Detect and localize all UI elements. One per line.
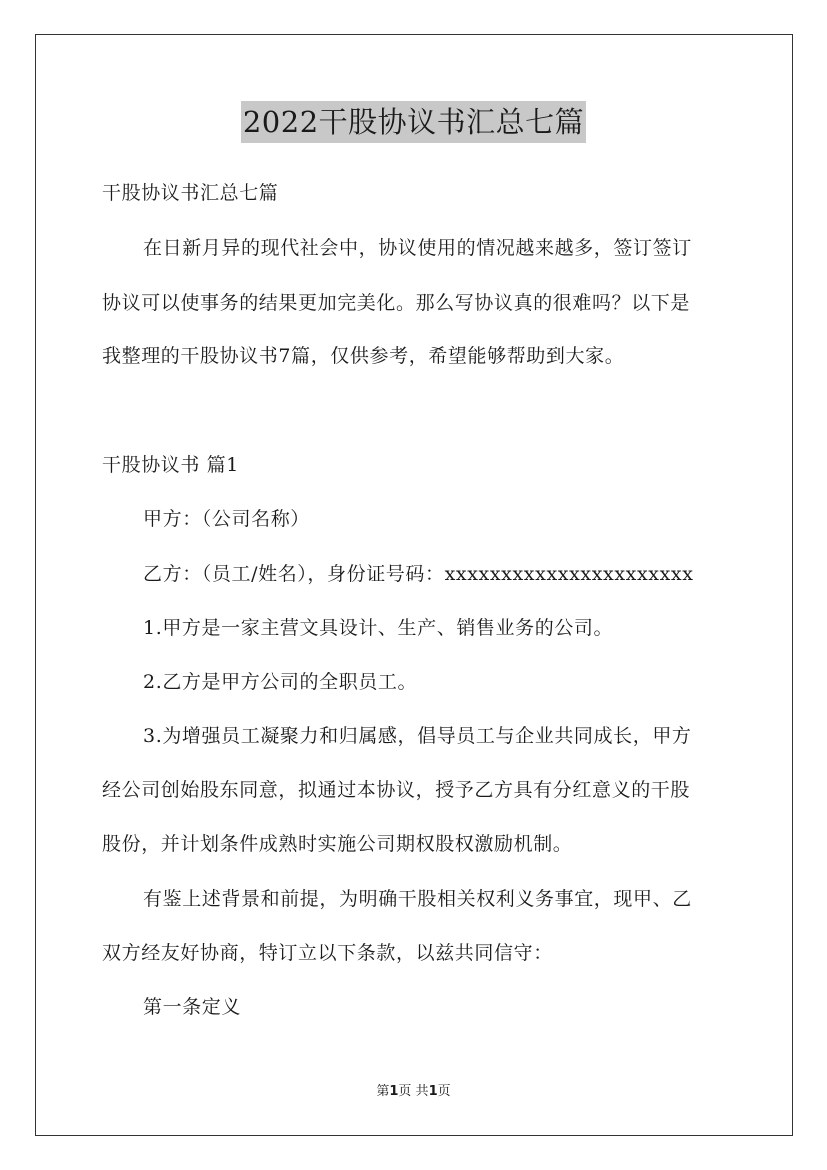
item-2: 2.乙方是甲方公司的全职员工。 xyxy=(143,671,418,693)
intro-line-2: 协议可以使事务的结果更加完美化。那么写协议真的很难吗？以下是 xyxy=(102,292,691,314)
footer-page-prefix: 第 xyxy=(376,1084,390,1099)
page-footer xyxy=(0,1083,827,1101)
item-3-line-1: 3.为增强员工凝聚力和归属感，倡导员工与企业共同成长，甲方 xyxy=(143,725,692,747)
footer-page-suffix: 页 xyxy=(437,1084,451,1099)
party-b: 乙方：（员工/姓名），身份证号码：xxxxxxxxxxxxxxxxxxxxxx xyxy=(143,563,694,585)
preamble-line-1: 有鉴上述背景和前提，为明确干股相关权利义务事宜，现甲、乙 xyxy=(143,888,692,910)
section-heading: 干股协议书 篇1 xyxy=(102,454,239,476)
footer-page-mid: 页 共 xyxy=(398,1084,429,1099)
footer-page-total: 1 xyxy=(428,1084,438,1099)
intro-line-1: 在日新月异的现代社会中，协议使用的情况越来越多，签订签订 xyxy=(143,237,692,259)
document-subtitle: 干股协议书汇总七篇 xyxy=(102,182,279,204)
intro-line-3: 我整理的干股协议书7篇，仅供参考，希望能够帮助到大家。 xyxy=(102,345,625,367)
title-container xyxy=(0,101,827,143)
item-1: 1.甲方是一家主营文具设计、生产、销售业务的公司。 xyxy=(143,617,614,639)
party-a: 甲方：（公司名称） xyxy=(143,508,310,530)
document-title: 2022干股协议书汇总七篇 xyxy=(241,101,586,143)
preamble-line-2: 双方经友好协商，特订立以下条款，以兹共同信守： xyxy=(102,942,553,964)
article-1-heading: 第一条定义 xyxy=(143,996,242,1018)
item-3-line-2: 经公司创始股东同意，拟通过本协议，授予乙方具有分红意义的干股 xyxy=(102,779,691,801)
item-3-line-3: 股份，并计划条件成熟时实施公司期权股权激励机制。 xyxy=(102,833,573,855)
footer-page-number: 1 xyxy=(389,1084,399,1099)
